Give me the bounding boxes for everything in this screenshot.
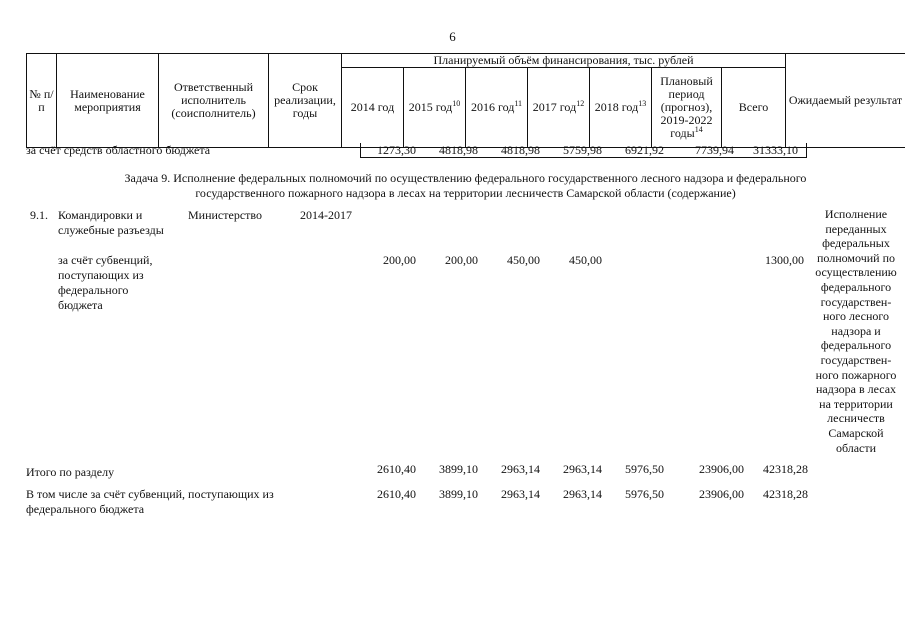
section-total-2014: 2610,40 [377, 462, 416, 476]
task-heading: Задача 9. Исполнение федеральных полномочий по осуществлению федерального государственного лесного надзора и федерального государственного пожарного надзора в лесах на территории лесничеств Самарской области (содержание) [124, 171, 807, 200]
header-col-no: № п/п [27, 54, 57, 148]
federal-total-2018: 5976,50 [625, 487, 664, 501]
header-col-result: Ожидаемый результат [786, 54, 905, 148]
item-value-2015: 200,00 [445, 253, 478, 267]
header-col-name: Наименование мероприятия [57, 54, 159, 148]
section-total-2018: 5976,50 [625, 462, 664, 476]
federal-total-planned: 23906,00 [699, 487, 744, 501]
header-year-2016: 2016 год$^{11}$ [466, 68, 528, 148]
header-total: Всего [722, 68, 786, 148]
item-value-2017: 450,00 [569, 253, 602, 267]
item-number: 9.1. [30, 208, 48, 222]
regional-row-label: за счёт средств областного бюджета [26, 143, 211, 157]
regional-row-left-border [360, 143, 361, 158]
header-year-2014: 2014 год [342, 68, 404, 148]
regional-row-bottom-border [360, 157, 806, 158]
page-number: 6 [449, 29, 456, 44]
federal-total-label: В том числе за счёт субвенций, поступающих из федерального бюджета [26, 487, 274, 516]
header-col-funding: Планируемый объём финансирования, тыс. рублей [342, 54, 786, 68]
header-year-2015: 2015 год$^{10}$ [404, 68, 466, 148]
section-total-2016: 2963,14 [501, 462, 540, 476]
federal-total-total: 42318,28 [763, 487, 808, 501]
section-total-label: Итого по разделу [26, 465, 115, 479]
item-term: 2014-2017 [300, 208, 352, 222]
regional-value-2018: 6921,92 [625, 143, 664, 157]
header-col-term: Срок реализации, годы [269, 54, 342, 148]
header-planned-period: Плановый период (прогноз), 2019-2022 годы$^{14}$ [652, 68, 722, 148]
item-name: Командировки и служебные разъезды [58, 208, 164, 237]
regional-value-2015: 4818,98 [439, 143, 478, 157]
regional-row-right-border [806, 143, 807, 158]
federal-total-2015: 3899,10 [439, 487, 478, 501]
section-total-total: 42318,28 [763, 462, 808, 476]
federal-total-2016: 2963,14 [501, 487, 540, 501]
section-total-planned: 23906,00 [699, 462, 744, 476]
federal-total-2014: 2610,40 [377, 487, 416, 501]
regional-value-2014: 1273,30 [377, 143, 416, 157]
item-subvention-label: за счёт субвенций, поступающих из федерального бюджета [58, 253, 153, 312]
header-year-2017: 2017 год$^{12}$ [528, 68, 590, 148]
item-expected-result: Исполнение переданных федеральных полномочий по осуществлению федерального государствен- ного лесного надзора и федерального государствен- ного пожарного надзора в лесах на территории лесничеств Самарской области [815, 207, 897, 455]
item-value-2016: 450,00 [507, 253, 540, 267]
section-total-2017: 2963,14 [563, 462, 602, 476]
header-year-2018: 2018 год$^{13}$ [590, 68, 652, 148]
regional-value-2017: 5759,98 [563, 143, 602, 157]
item-value-2014: 200,00 [383, 253, 416, 267]
section-total-2015: 3899,10 [439, 462, 478, 476]
item-value-total: 1300,00 [765, 253, 804, 267]
regional-value-2016: 4818,98 [501, 143, 540, 157]
regional-value-planned: 7739,94 [695, 143, 734, 157]
regional-value-total: 31333,10 [753, 143, 798, 157]
header-col-executor: Ответственный исполнитель (соисполнитель) [159, 54, 269, 148]
federal-total-2017: 2963,14 [563, 487, 602, 501]
table-header [26, 53, 905, 148]
item-executor: Министерство [188, 208, 262, 222]
